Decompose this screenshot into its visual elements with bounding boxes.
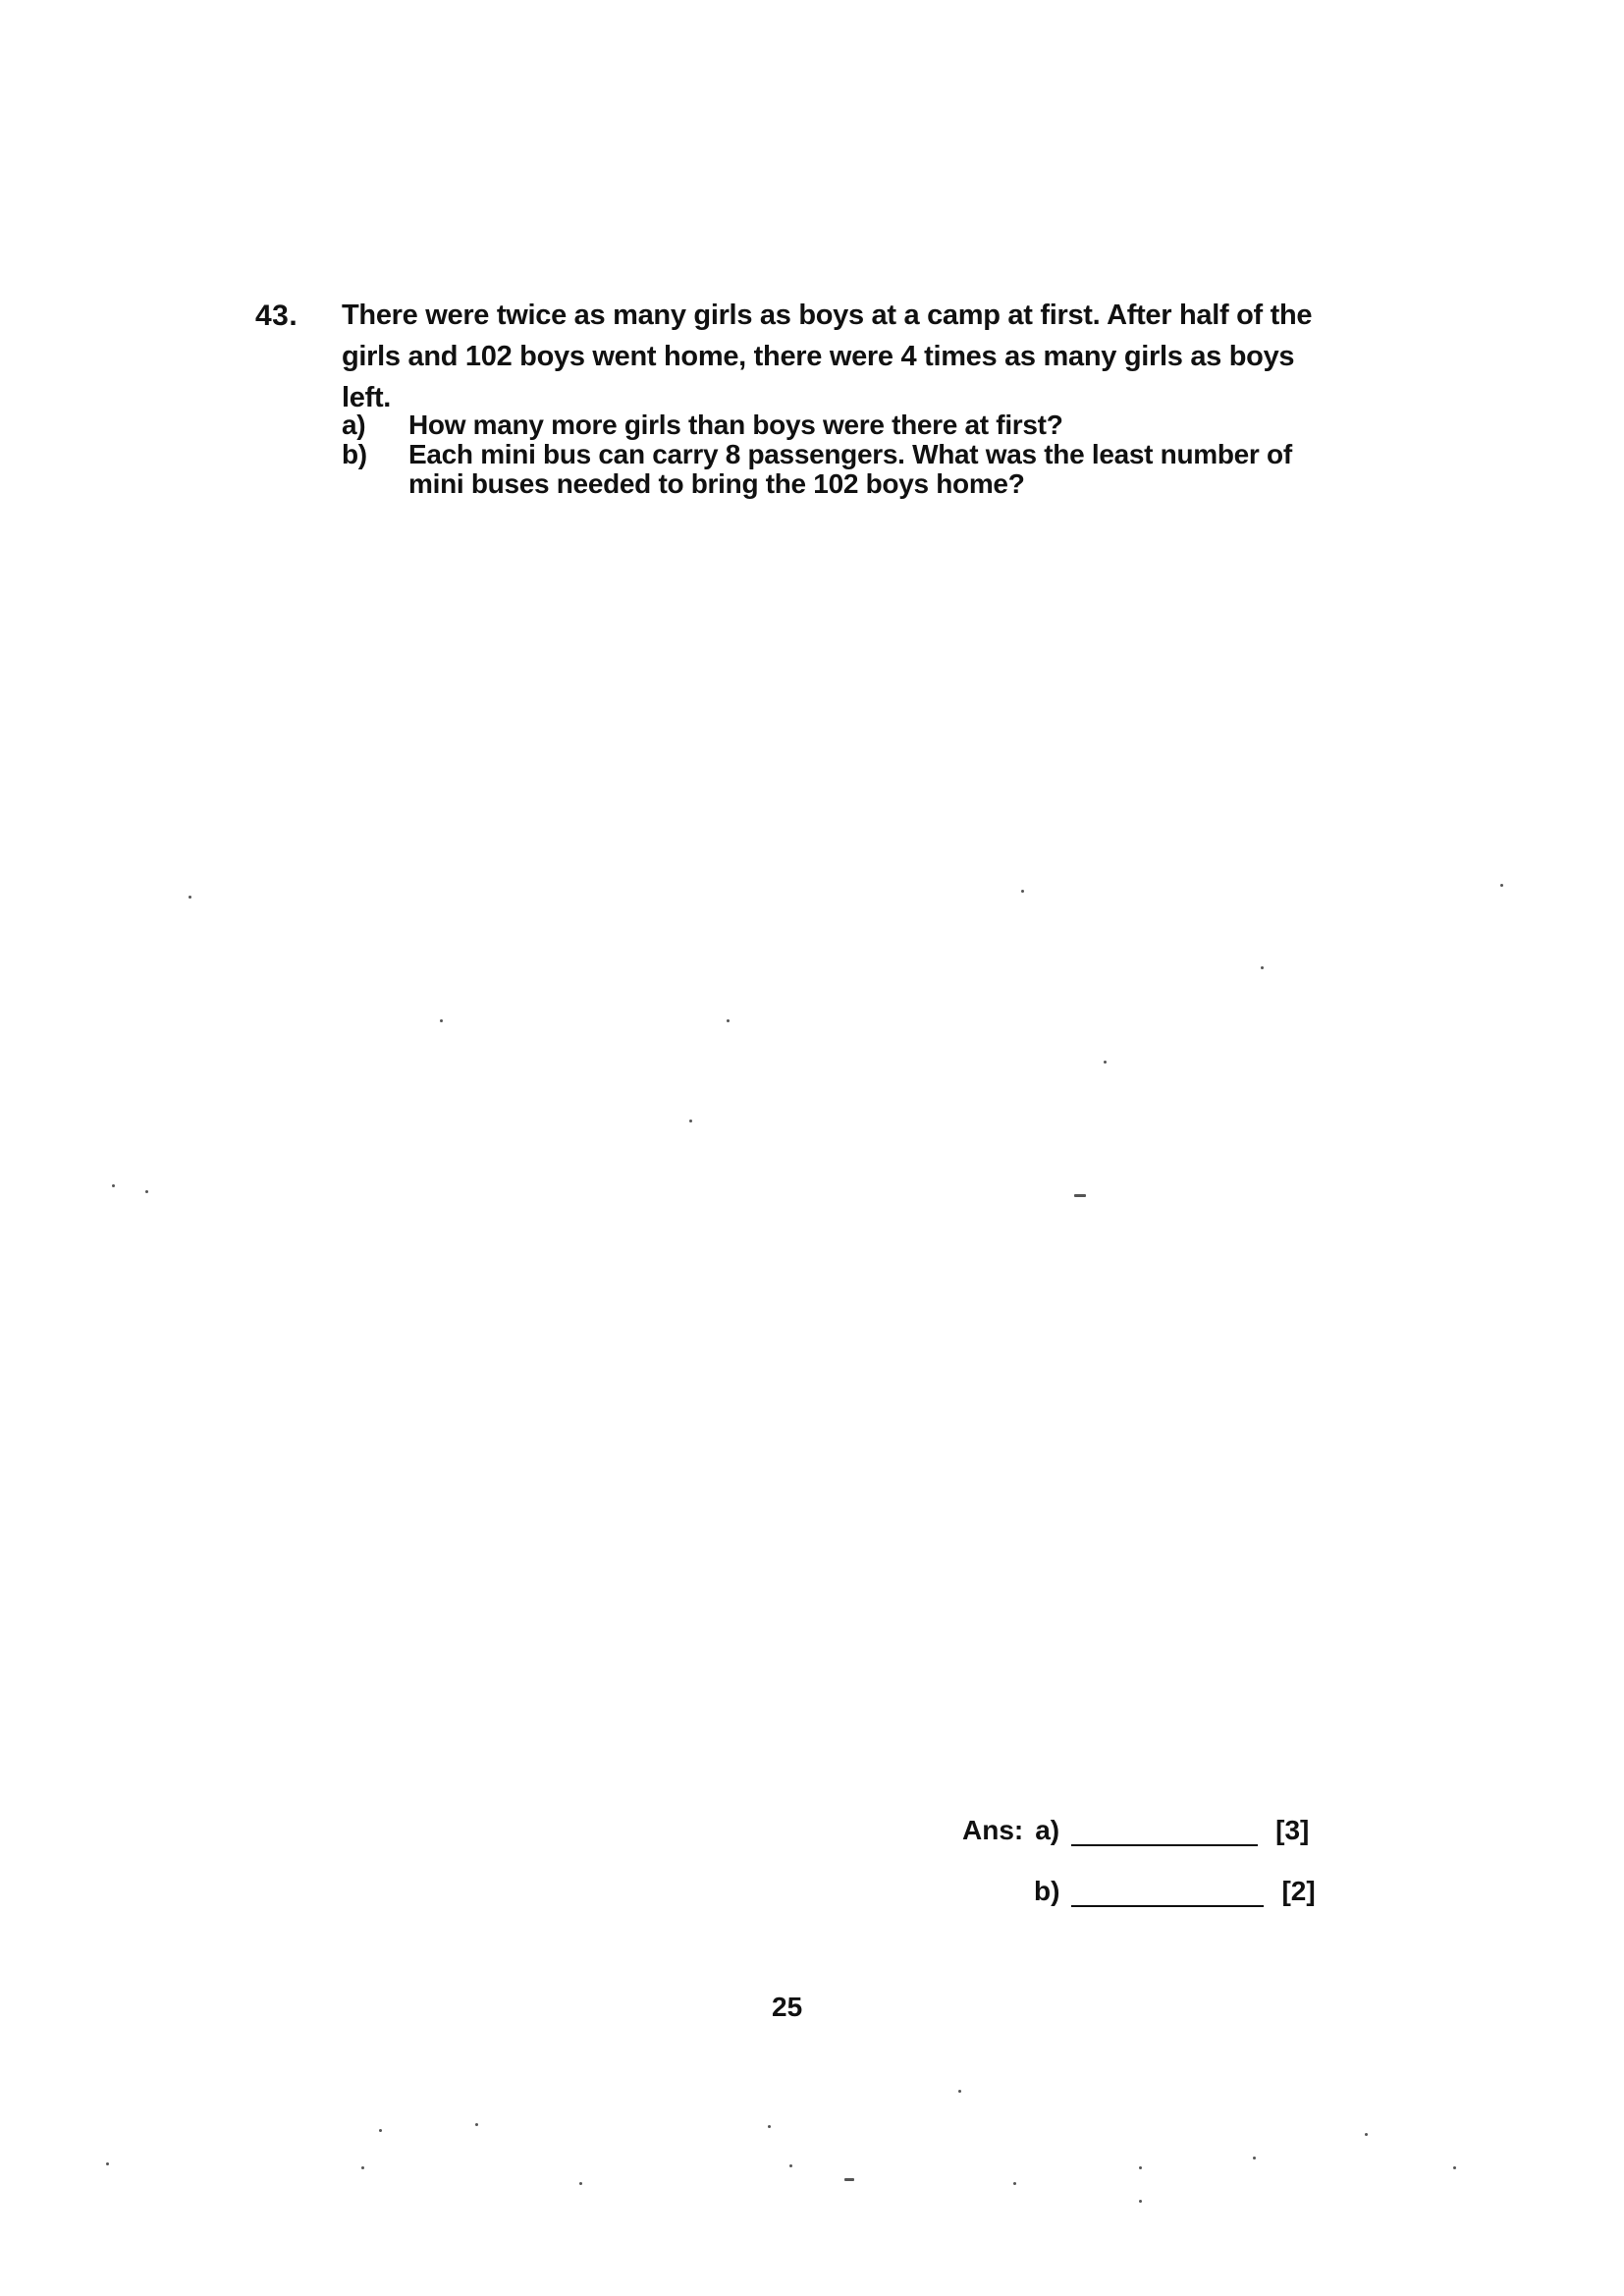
scan-speck [1365,2133,1368,2136]
answer-marks-b: [2] [1281,1876,1316,1906]
scan-speck [958,2090,961,2093]
scan-speck [475,2123,478,2126]
part-label-a: a) [342,410,366,440]
answer-row-b [1034,1876,1316,1907]
scan-speck [1074,1194,1086,1197]
scan-speck [361,2166,364,2169]
answer-label-a: a) [1035,1815,1060,1845]
scan-speck [106,2162,109,2165]
answer-prefix: Ans: [962,1815,1024,1845]
scan-speck [145,1190,148,1193]
question-parts [342,410,1324,499]
part-text-a: How many more girls than boys were there at first? [408,410,1063,440]
question-part-a [342,410,1324,440]
scan-speck [1261,966,1264,969]
scan-speck [1253,2157,1256,2159]
scan-speck [1139,2200,1142,2203]
part-label-b: b) [342,439,367,469]
scan-speck [189,896,191,899]
scan-speck [789,2164,792,2167]
scan-speck [768,2125,771,2128]
scan-speck [844,2178,854,2181]
scan-speck [112,1184,115,1187]
question-part-b [342,440,1324,499]
scan-speck [579,2182,582,2185]
answer-blank-a[interactable] [1071,1821,1258,1846]
scan-speck [1453,2166,1456,2169]
page-number: 25 [772,1992,803,2022]
scan-speck [440,1019,443,1022]
answer-label-b: b) [1034,1876,1060,1906]
question-stem: There were twice as many girls as boys at a camp at first. After half of the girls and 102 boys went home, there were 4 times as many girls as boys left. [342,300,1313,413]
answer-row-a [962,1815,1309,1846]
scan-speck [1021,890,1024,893]
scan-speck [1013,2182,1016,2185]
scan-speck [379,2129,382,2132]
answer-blank-b[interactable] [1071,1882,1264,1907]
scan-speck [727,1019,730,1022]
question-number: 43. [255,300,298,332]
scan-speck [1139,2166,1142,2169]
scan-speck [1500,884,1503,887]
part-text-b: Each mini bus can carry 8 passengers. What was the least number of mini buses needed to bring the 102 boys home? [408,439,1292,499]
answer-marks-a: [3] [1275,1815,1310,1845]
scan-speck [689,1120,692,1122]
scan-speck [1104,1061,1107,1064]
